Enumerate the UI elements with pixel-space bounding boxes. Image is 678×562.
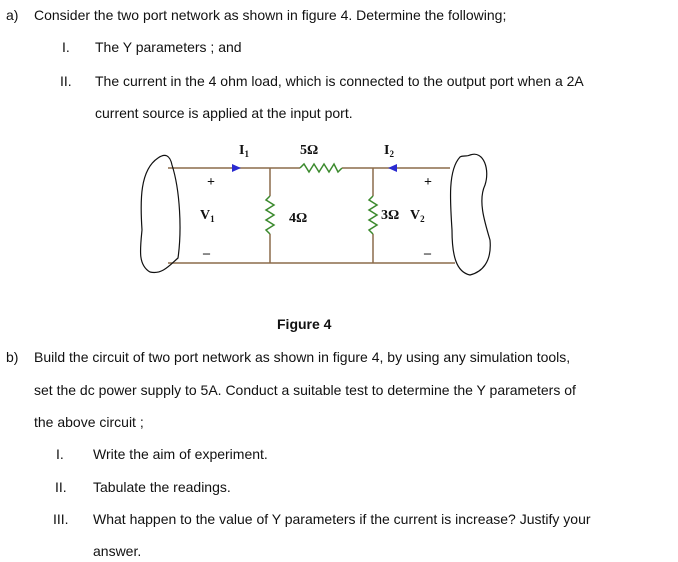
item-text: Tabulate the readings.	[93, 479, 231, 495]
right-port-blob	[450, 154, 490, 275]
resistor-4-ohm	[266, 196, 274, 234]
current-arrow-i1	[232, 164, 241, 172]
item-text-continued: answer.	[93, 543, 142, 559]
item-text-continued: current source is applied at the input port.	[95, 105, 353, 121]
minus-sign-v2: –	[424, 246, 431, 261]
resistor-label-5-ohm: 5Ω	[300, 143, 319, 158]
current-arrow-i2	[388, 164, 397, 172]
item-text: What happen to the value of Y parameters if the current is increase? Justify your	[93, 511, 591, 527]
resistor-label-3-ohm: 3Ω	[381, 208, 400, 223]
left-port-blob	[140, 155, 180, 272]
resistor-5-ohm	[300, 164, 342, 172]
voltage-label-v1: $V_1$	[200, 208, 215, 224]
minus-sign-v1: –	[203, 246, 210, 261]
plus-sign-v1: +	[207, 175, 215, 190]
part-a-marker: a)	[6, 7, 19, 23]
part-b-marker: b)	[6, 349, 19, 365]
resistor-3-ohm	[369, 196, 377, 234]
item-number: II.	[60, 73, 72, 89]
item-number: III.	[53, 511, 69, 527]
item-number: II.	[55, 479, 67, 495]
item-number: I.	[56, 446, 64, 462]
plus-sign-v2: +	[424, 175, 432, 190]
figure-caption: Figure 4	[277, 316, 332, 332]
current-label-i2: $I_2$	[384, 143, 394, 159]
part-a-question: Consider the two port network as shown in figure 4. Determine the following;	[34, 7, 507, 23]
part-b-line: Build the circuit of two port network as shown in figure 4, by using any simulation tools,	[34, 349, 571, 365]
item-text: The Y parameters ; and	[95, 39, 242, 55]
resistor-label-4-ohm: 4Ω	[289, 211, 308, 226]
part-b-line: set the dc power supply to 5A. Conduct a suitable test to determine the Y parameters of	[34, 382, 576, 398]
item-text: Write the aim of experiment.	[93, 446, 268, 462]
voltage-label-v2: $V_2$	[410, 208, 425, 224]
item-number: I.	[62, 39, 70, 55]
part-b-line: the above circuit ;	[34, 414, 144, 430]
current-label-i1: $I_1$	[239, 143, 249, 159]
item-text: The current in the 4 ohm load, which is connected to the output port when a 2A	[95, 73, 584, 89]
